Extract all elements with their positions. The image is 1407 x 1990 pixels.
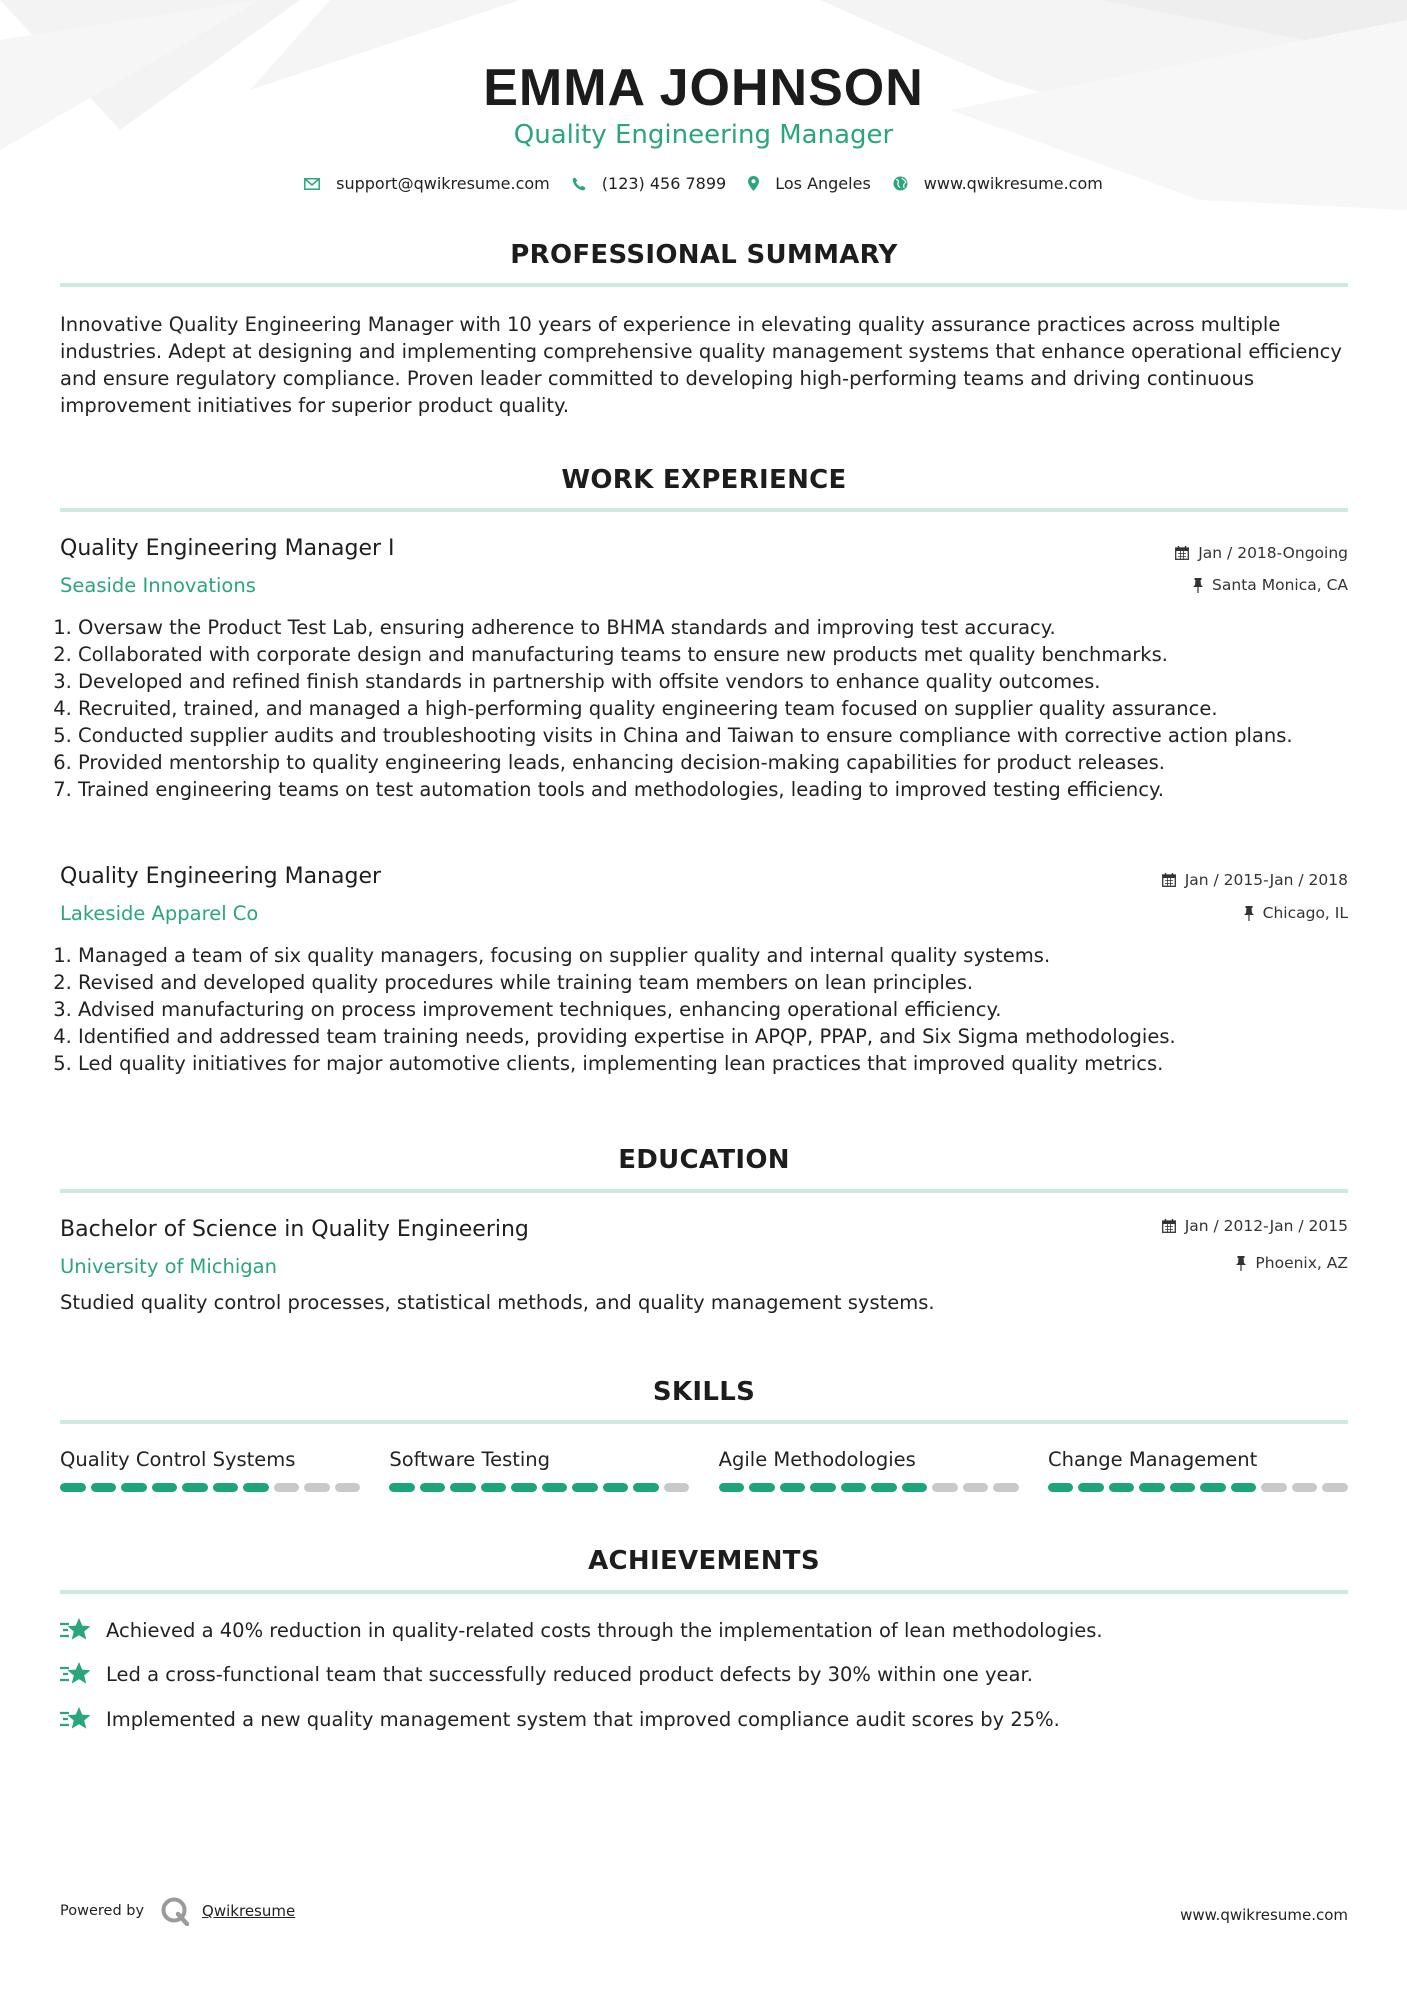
skill-item bbox=[60, 1448, 360, 1492]
education-dates bbox=[1162, 1217, 1348, 1235]
skill-segment-filled bbox=[810, 1483, 836, 1492]
map-pin-icon bbox=[748, 176, 759, 191]
skill-segment-filled bbox=[182, 1483, 208, 1492]
summary-text: Innovative Quality Engineering Manager with 10 years of experience in elevating quality assurance practices across multiple industries. Adept at designing and implementing comprehensive quality management systems that enhance operational efficiency and ensure regulatory compliance. Proven leader committed to developing high-performing teams and driving continuous improvement initiatives for superior product quality. bbox=[60, 313, 1342, 417]
skill-segment-filled bbox=[1109, 1483, 1135, 1492]
job-dates-text: Jan / 2015-Jan / 2018 bbox=[1184, 871, 1348, 889]
skill-level-bar bbox=[389, 1483, 689, 1492]
pushpin-icon bbox=[1236, 1256, 1246, 1271]
skill-segment-filled bbox=[243, 1483, 269, 1492]
skill-segment-filled bbox=[60, 1483, 86, 1492]
list-item: 5. Led quality initiatives for major automotive clients, implementing lean practices that improved quality metrics. bbox=[78, 1050, 1366, 1077]
skill-segment-filled bbox=[481, 1483, 507, 1492]
pushpin-icon bbox=[1193, 578, 1203, 593]
achievement-text: Led a cross-functional team that successfully reduced product defects by 30% within one year. bbox=[106, 1662, 1033, 1686]
skill-segment-empty bbox=[1292, 1483, 1318, 1492]
list-item: 6. Provided mentorship to quality engineering leads, enhancing decision-making capabilities for product releases. bbox=[78, 749, 1366, 776]
skill-segment-empty bbox=[993, 1483, 1019, 1492]
skill-level-bar bbox=[1048, 1483, 1348, 1492]
star-icon bbox=[60, 1706, 92, 1732]
skill-segment-filled bbox=[1200, 1483, 1226, 1492]
list-item: 7. Trained engineering teams on test automation tools and methodologies, leading to improved testing efficiency. bbox=[78, 776, 1366, 803]
skill-segment-filled bbox=[719, 1483, 745, 1492]
job-duties-list bbox=[60, 942, 1366, 1077]
pushpin-icon bbox=[1244, 906, 1254, 921]
contact-phone[interactable] bbox=[572, 174, 726, 193]
list-item: 3. Developed and refined finish standards in partnership with offsite vendors to enhance quality outcomes. bbox=[78, 668, 1366, 695]
education-heading: EDUCATION bbox=[618, 1145, 790, 1175]
education-location-text: Phoenix, AZ bbox=[1255, 1254, 1348, 1272]
skill-segment-empty bbox=[664, 1483, 690, 1492]
skill-segment-filled bbox=[420, 1483, 446, 1492]
skill-segment-empty bbox=[335, 1483, 361, 1492]
skill-segment-filled bbox=[389, 1483, 415, 1492]
skill-segment-filled bbox=[841, 1483, 867, 1492]
skill-segment-filled bbox=[902, 1483, 928, 1492]
skill-segment-filled bbox=[542, 1483, 568, 1492]
education-school: University of Michigan bbox=[60, 1255, 277, 1278]
qwikresume-link[interactable]: Qwikresume bbox=[202, 1902, 296, 1920]
skill-item bbox=[719, 1448, 1019, 1492]
skill-item bbox=[1048, 1448, 1348, 1492]
job-company: Lakeside Apparel Co bbox=[60, 902, 259, 925]
contact-website[interactable] bbox=[893, 174, 1103, 193]
skills-heading: SKILLS bbox=[652, 1377, 756, 1407]
education-description: Studied quality control processes, statistical methods, and quality management systems. bbox=[60, 1291, 935, 1314]
list-item: 2. Revised and developed quality procedures while training team members on lean principles. bbox=[78, 969, 1366, 996]
skill-name: Quality Control Systems bbox=[60, 1448, 296, 1471]
candidate-role: Quality Engineering Manager bbox=[513, 120, 894, 150]
phone-icon bbox=[572, 177, 586, 191]
job-location bbox=[1193, 576, 1348, 594]
achievements-divider bbox=[60, 1590, 1348, 1594]
summary-divider bbox=[60, 283, 1348, 287]
footer-powered-by bbox=[60, 1896, 295, 1926]
achievement-item bbox=[60, 1661, 1033, 1687]
skill-segment-filled bbox=[91, 1483, 117, 1492]
achievement-text: Implemented a new quality management system that improved compliance audit scores by 25%. bbox=[106, 1707, 1060, 1731]
skill-segment-empty bbox=[1261, 1483, 1287, 1492]
achievement-text: Achieved a 40% reduction in quality-related costs through the implementation of lean methodologies. bbox=[106, 1618, 1103, 1642]
contact-location-text: Los Angeles bbox=[775, 174, 871, 193]
skill-segment-filled bbox=[511, 1483, 537, 1492]
skill-segment-filled bbox=[1078, 1483, 1104, 1492]
education-degree: Bachelor of Science in Quality Engineering bbox=[60, 1217, 529, 1242]
skill-segment-filled bbox=[603, 1483, 629, 1492]
envelope-icon bbox=[304, 178, 320, 190]
list-item: 1. Oversaw the Product Test Lab, ensuring adherence to BHMA standards and improving test accuracy. bbox=[78, 614, 1366, 641]
skill-name: Agile Methodologies bbox=[718, 1448, 916, 1471]
list-item: 5. Conducted supplier audits and troubleshooting visits in China and Taiwan to ensure compliance with corrective action plans. bbox=[78, 722, 1366, 749]
job-dates bbox=[1162, 871, 1348, 889]
skill-segment-filled bbox=[871, 1483, 897, 1492]
calendar-icon bbox=[1162, 1219, 1176, 1233]
candidate-name: EMMA JOHNSON bbox=[483, 59, 924, 117]
education-location bbox=[1236, 1254, 1348, 1272]
job-location bbox=[1244, 904, 1348, 922]
job-location-text: Chicago, IL bbox=[1262, 904, 1348, 922]
calendar-icon bbox=[1162, 873, 1176, 887]
skill-segment-empty bbox=[274, 1483, 300, 1492]
globe-icon bbox=[893, 176, 908, 191]
job-title: Quality Engineering Manager I bbox=[60, 536, 395, 561]
skill-segment-empty bbox=[1322, 1483, 1348, 1492]
job-location-text: Santa Monica, CA bbox=[1212, 576, 1348, 594]
skill-segment-empty bbox=[304, 1483, 330, 1492]
skill-segment-empty bbox=[932, 1483, 958, 1492]
skill-item bbox=[389, 1448, 689, 1492]
summary-heading: PROFESSIONAL SUMMARY bbox=[510, 240, 898, 270]
experience-heading: WORK EXPERIENCE bbox=[561, 465, 847, 495]
skill-segment-filled bbox=[121, 1483, 147, 1492]
job-duties-list bbox=[60, 614, 1366, 803]
skill-segment-filled bbox=[450, 1483, 476, 1492]
job-dates-text: Jan / 2018-Ongoing bbox=[1198, 544, 1348, 562]
achievement-item bbox=[60, 1617, 1103, 1643]
list-item: 1. Managed a team of six quality managers, focusing on supplier quality and internal quality systems. bbox=[78, 942, 1366, 969]
contact-phone-text: (123) 456 7899 bbox=[601, 174, 727, 193]
experience-divider bbox=[60, 508, 1348, 512]
contact-location bbox=[748, 174, 871, 193]
achievement-item bbox=[60, 1706, 1060, 1732]
skill-level-bar bbox=[60, 1483, 360, 1492]
skill-segment-filled bbox=[780, 1483, 806, 1492]
calendar-icon bbox=[1175, 546, 1189, 560]
education-divider bbox=[60, 1189, 1348, 1193]
skill-segment-filled bbox=[152, 1483, 178, 1492]
star-icon bbox=[60, 1661, 92, 1687]
skill-segment-filled bbox=[572, 1483, 598, 1492]
qwikresume-logo-icon bbox=[160, 1896, 190, 1926]
skill-level-bar bbox=[719, 1483, 1019, 1492]
powered-by-label: Powered by bbox=[60, 1903, 145, 1919]
footer-website[interactable]: www.qwikresume.com bbox=[1180, 1906, 1348, 1924]
skill-name: Change Management bbox=[1047, 1448, 1258, 1471]
contact-bar bbox=[0, 174, 1407, 193]
list-item: 2. Collaborated with corporate design and manufacturing teams to ensure new products met quality benchmarks. bbox=[78, 641, 1366, 668]
contact-email[interactable] bbox=[304, 174, 550, 193]
list-item: 4. Recruited, trained, and managed a high-performing quality engineering team focused on supplier quality assurance. bbox=[78, 695, 1366, 722]
achievements-heading: ACHIEVEMENTS bbox=[588, 1546, 820, 1576]
skills-grid bbox=[60, 1448, 1348, 1492]
education-dates-text: Jan / 2012-Jan / 2015 bbox=[1184, 1217, 1348, 1235]
skill-segment-empty bbox=[963, 1483, 989, 1492]
job-dates bbox=[1175, 544, 1348, 562]
skill-segment-filled bbox=[1139, 1483, 1165, 1492]
job-company: Seaside Innovations bbox=[60, 574, 256, 597]
skill-segment-filled bbox=[1170, 1483, 1196, 1492]
star-icon bbox=[60, 1617, 92, 1643]
skill-segment-filled bbox=[749, 1483, 775, 1492]
list-item: 3. Advised manufacturing on process improvement techniques, enhancing operational efficiency. bbox=[78, 996, 1366, 1023]
skill-segment-filled bbox=[1048, 1483, 1074, 1492]
skills-divider bbox=[60, 1420, 1348, 1424]
skill-segment-filled bbox=[213, 1483, 239, 1492]
contact-email-text: support@qwikresume.com bbox=[336, 174, 550, 193]
skill-name: Software Testing bbox=[389, 1448, 551, 1471]
skill-segment-filled bbox=[1231, 1483, 1257, 1492]
contact-website-text: www.qwikresume.com bbox=[923, 174, 1103, 193]
list-item: 4. Identified and addressed team training needs, providing expertise in APQP, PPAP, and Six Sigma methodologies. bbox=[78, 1023, 1366, 1050]
skill-segment-filled bbox=[633, 1483, 659, 1492]
job-title: Quality Engineering Manager bbox=[60, 864, 382, 889]
